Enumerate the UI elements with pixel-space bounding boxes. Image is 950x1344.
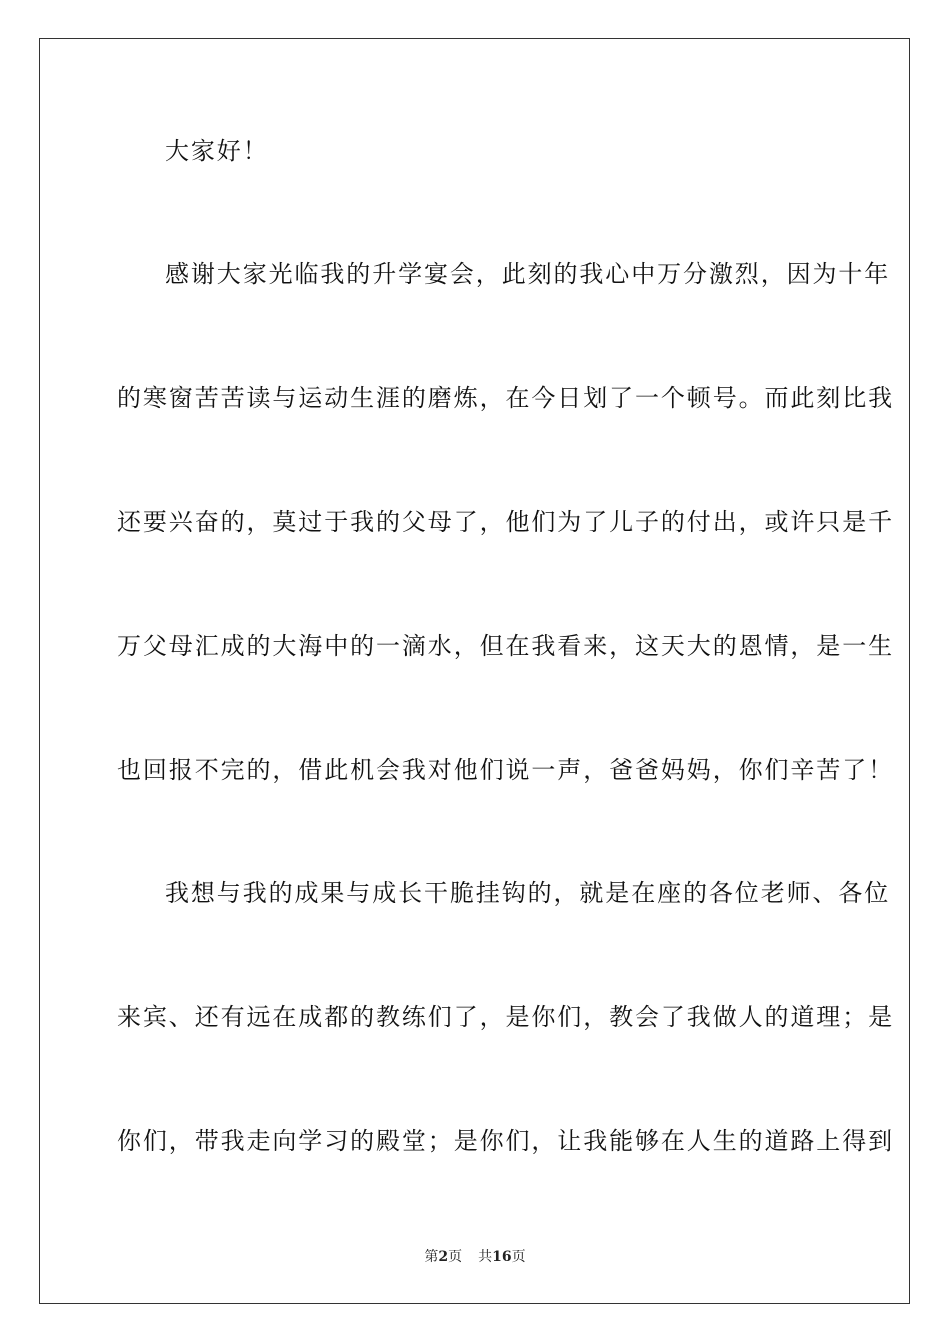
paragraph-line: 万父母汇成的大海中的一滴水，但在我看来，这天大的恩情，是一生 <box>117 632 894 660</box>
page-prefix: 第 <box>424 1249 439 1265</box>
page-border <box>39 38 910 1304</box>
paragraph-line: 的寒窗苦苦读与运动生涯的磨炼，在今日划了一个顿号。而此刻比我 <box>117 384 894 412</box>
paragraph-line: 还要兴奋的，莫过于我的父母了，他们为了儿子的付出，或许只是千 <box>117 508 894 536</box>
paragraph-line: 感谢大家光临我的升学宴会，此刻的我心中万分激烈，因为十年 <box>165 260 891 288</box>
paragraph-line: 我想与我的成果与成长干脆挂钩的，就是在座的各位老师、各位 <box>165 879 891 907</box>
page-suffix: 页 <box>448 1249 463 1265</box>
greeting-line: 大家好！ <box>165 137 269 165</box>
page-footer <box>0 1248 950 1266</box>
total-page-number: 16 <box>492 1249 512 1265</box>
current-page-number: 2 <box>438 1249 449 1265</box>
total-suffix: 页 <box>511 1249 526 1265</box>
paragraph-line: 你们，带我走向学习的殿堂；是你们，让我能够在人生的道路上得到 <box>117 1127 894 1155</box>
total-prefix: 共 <box>478 1249 493 1265</box>
paragraph-line: 来宾、还有远在成都的教练们了，是你们，教会了我做人的道理；是 <box>117 1003 894 1031</box>
paragraph-line: 也回报不完的，借此机会我对他们说一声，爸爸妈妈，你们辛苦了！ <box>117 756 894 784</box>
